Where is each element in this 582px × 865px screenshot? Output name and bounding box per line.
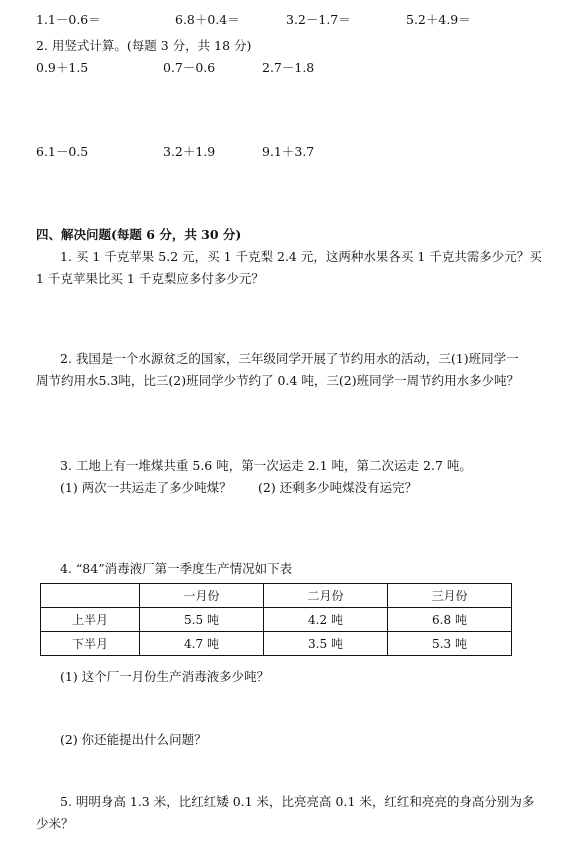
q2-line2: 周节约用水5.3吨，比三(2)班同学少节约了 0.4 吨，三(2)班同学一周节约用水多少吨？ xyxy=(36,373,520,388)
table-row xyxy=(41,608,512,632)
table-header-row xyxy=(41,584,512,608)
table-cell: 6.8 吨 xyxy=(388,608,512,632)
q1-line2: 1 千克苹果比买 1 千克梨应多付多少元？ xyxy=(36,271,264,286)
vertical-item-4: 6.1－0.5 xyxy=(36,144,89,159)
table-cell: 5.5 吨 xyxy=(140,608,264,632)
q4-line1: 4. “84”消毒液厂第一季度生产情况如下表 xyxy=(60,561,293,576)
vertical-item-2: 0.7－0.6 xyxy=(163,60,216,75)
production-table xyxy=(40,583,512,656)
section4-heading: 四、解决问题(每题 6 分，共 30 分) xyxy=(36,227,242,242)
q3-sub1: (1) 两次一共运走了多少吨煤？ xyxy=(60,480,232,495)
q3-sub2: (2) 还剩多少吨煤没有运完？ xyxy=(258,480,418,495)
q5-line1: 5. 明明身高 1.3 米，比红红矮 0.1 米，比亮亮高 0.1 米，红红和亮亮的身高分别为多 xyxy=(60,794,535,809)
table-cell: 4.2 吨 xyxy=(264,608,388,632)
oral-item-3: 3.2－1.7＝ xyxy=(286,12,351,27)
vertical-heading: 2. 用竖式计算。(每题 3 分，共 18 分) xyxy=(36,38,252,53)
table-row xyxy=(41,632,512,656)
vertical-item-5: 3.2＋1.9 xyxy=(163,144,216,159)
vertical-item-1: 0.9＋1.5 xyxy=(36,60,89,75)
table-header-cell: 一月份 xyxy=(140,584,264,608)
table-header-cell xyxy=(41,584,140,608)
table-row-label: 下半月 xyxy=(41,632,140,656)
oral-item-1: 1.1－0.6＝ xyxy=(36,12,101,27)
table-cell: 5.3 吨 xyxy=(388,632,512,656)
table-row-label: 上半月 xyxy=(41,608,140,632)
table-cell: 4.7 吨 xyxy=(140,632,264,656)
vertical-item-3: 2.7－1.8 xyxy=(262,60,315,75)
q1-line1: 1. 买 1 千克苹果 5.2 元，买 1 千克梨 2.4 元，这两种水果各买 1 千克共需多少元？买 xyxy=(60,249,542,264)
q5-line2: 少米？ xyxy=(36,816,74,831)
oral-item-2: 6.8＋0.4＝ xyxy=(175,12,240,27)
table-header-cell: 三月份 xyxy=(388,584,512,608)
table-header-cell: 二月份 xyxy=(264,584,388,608)
q3-line1: 3. 工地上有一堆煤共重 5.6 吨，第一次运走 2.1 吨，第二次运走 2.7 吨。 xyxy=(60,458,472,473)
table-cell: 3.5 吨 xyxy=(264,632,388,656)
oral-item-4: 5.2＋4.9＝ xyxy=(406,12,471,27)
q4-sub1: (1) 这个厂一月份生产消毒液多少吨？ xyxy=(60,669,270,684)
q2-line1: 2. 我国是一个水源贫乏的国家，三年级同学开展了节约用水的活动，三(1)班同学一 xyxy=(60,351,519,366)
q4-sub2: (2) 你还能提出什么问题？ xyxy=(60,732,207,747)
vertical-item-6: 9.1＋3.7 xyxy=(262,144,315,159)
